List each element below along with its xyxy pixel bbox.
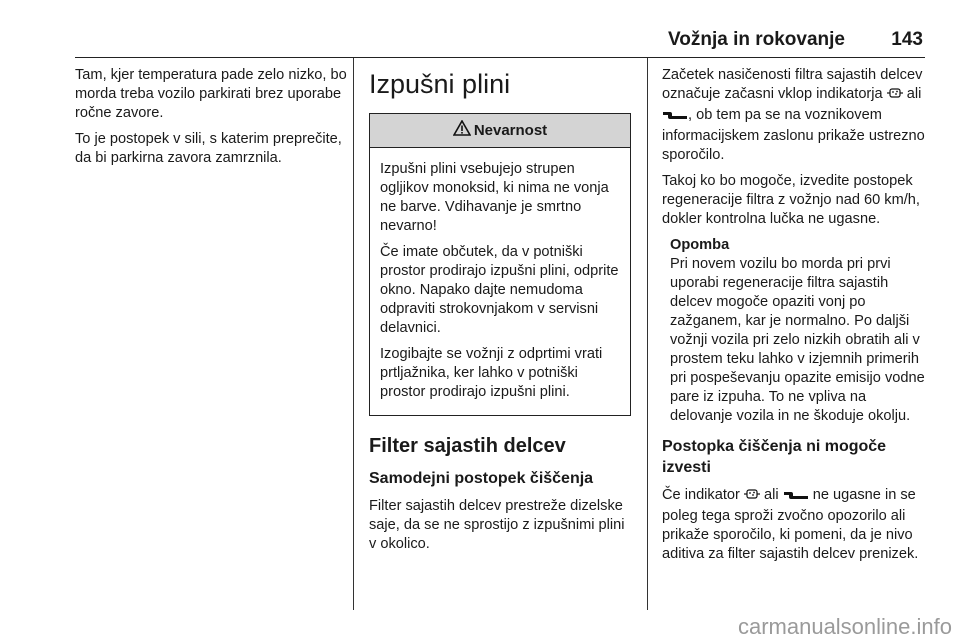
column-divider-left — [353, 58, 354, 610]
danger-paragraph-1: Izpušni plini vsebujejo strupen ogljikov monoksid, ki nima ne vonja ne barve. Vdihavanje je smrtno nevarno! — [380, 161, 609, 234]
dpf-filter-icon — [744, 487, 760, 507]
subsection-title-auto-cleaning: Samodejni postopek čiščenja — [369, 470, 594, 487]
column-3 — [662, 66, 928, 571]
danger-box-header — [370, 114, 630, 148]
subsection-title-cleaning-impossible: Postopka čiščenja ni mogoče izvesti — [662, 438, 887, 476]
note-body: Pri novem vozilu bo morda pri prvi uporabi regeneracije filtra sajastih delcev mogoče opaziti vonj po zažganem, kar je normalno. Po daljši vožnji vozila pri zelo nizkih obratih ali v prostem teku lahko v izjemnih primerih pri pospeševanju opazite emisijo vodne pare iz izpuha. To ne vpliva na delovanje vozila in ne škoduje okolju. — [670, 256, 925, 424]
paragraph-regeneration: Takoj ko bo mogoče, izvedite postopek regeneracije filtra z vožnjo nad 60 km/h, dokler kontrolna lučka ne ugasne. — [662, 173, 920, 227]
watermark: carmanualsonline.info — [737, 614, 952, 639]
section-title-exhaust: Izpušni plini — [369, 69, 511, 99]
column-divider-right — [647, 58, 648, 610]
danger-paragraph-2: Če imate občutek, da v potniški prostor prodirajo izpušni plini, odprite okno. Napako dajte nemudoma odpraviti strokovnjakom v servisni delavnici. — [380, 244, 619, 336]
column-1 — [75, 66, 347, 175]
danger-box-body — [370, 148, 630, 415]
danger-box — [369, 113, 631, 416]
exhaust-pipe-icon — [662, 108, 688, 127]
exhaust-pipe-icon — [783, 488, 809, 507]
paragraph-emergency-procedure: To je postopek v sili, s katerim preprečite, da bi parkirna zavora zamrznila. — [75, 131, 342, 166]
danger-label: Nevarnost — [473, 122, 548, 139]
header-title: Vožnja in rokovanje — [667, 29, 845, 50]
section-title-particle-filter: Filter sajastih delcev — [369, 435, 566, 457]
warning-triangle-icon — [453, 120, 474, 141]
paragraph-filter-saturation: Začetek nasičenosti filtra sajastih delcev označuje začasni vklop indikatorja ali , ob tem pa se na voznikovem informacijskem zaslonu prikaže ustrezno sporočilo. — [662, 67, 925, 163]
paragraph-indicator-stays-on: Če indikator ali ne ugasne in se poleg tega sproži zvočno opozorilo ali prikaže sporočilo, ki pomeni, da je nivo aditiva za filter sajastih delcev prenizek. — [662, 487, 919, 562]
paragraph-parking-brake: Tam, kjer temperatura pade zelo nizko, bo morda treba vozilo parkirati brez uporabe ročne zavore. — [75, 67, 347, 121]
note-box — [670, 236, 928, 426]
note-title: Opomba — [670, 237, 730, 253]
column-2 — [369, 66, 633, 561]
dpf-filter-icon — [887, 86, 903, 106]
page-number: 143 — [891, 29, 923, 50]
danger-paragraph-3: Izogibajte se vožnji z odprtimi vrati prtljažnika, ker lahko v potniški prostor prodirajo izpušni plini. — [380, 346, 603, 400]
page-header — [75, 29, 925, 58]
paragraph-filter-function: Filter sajastih delcev prestreže dizelske saje, da se ne sprostijo z izpušnimi plini v okolico. — [369, 498, 625, 552]
